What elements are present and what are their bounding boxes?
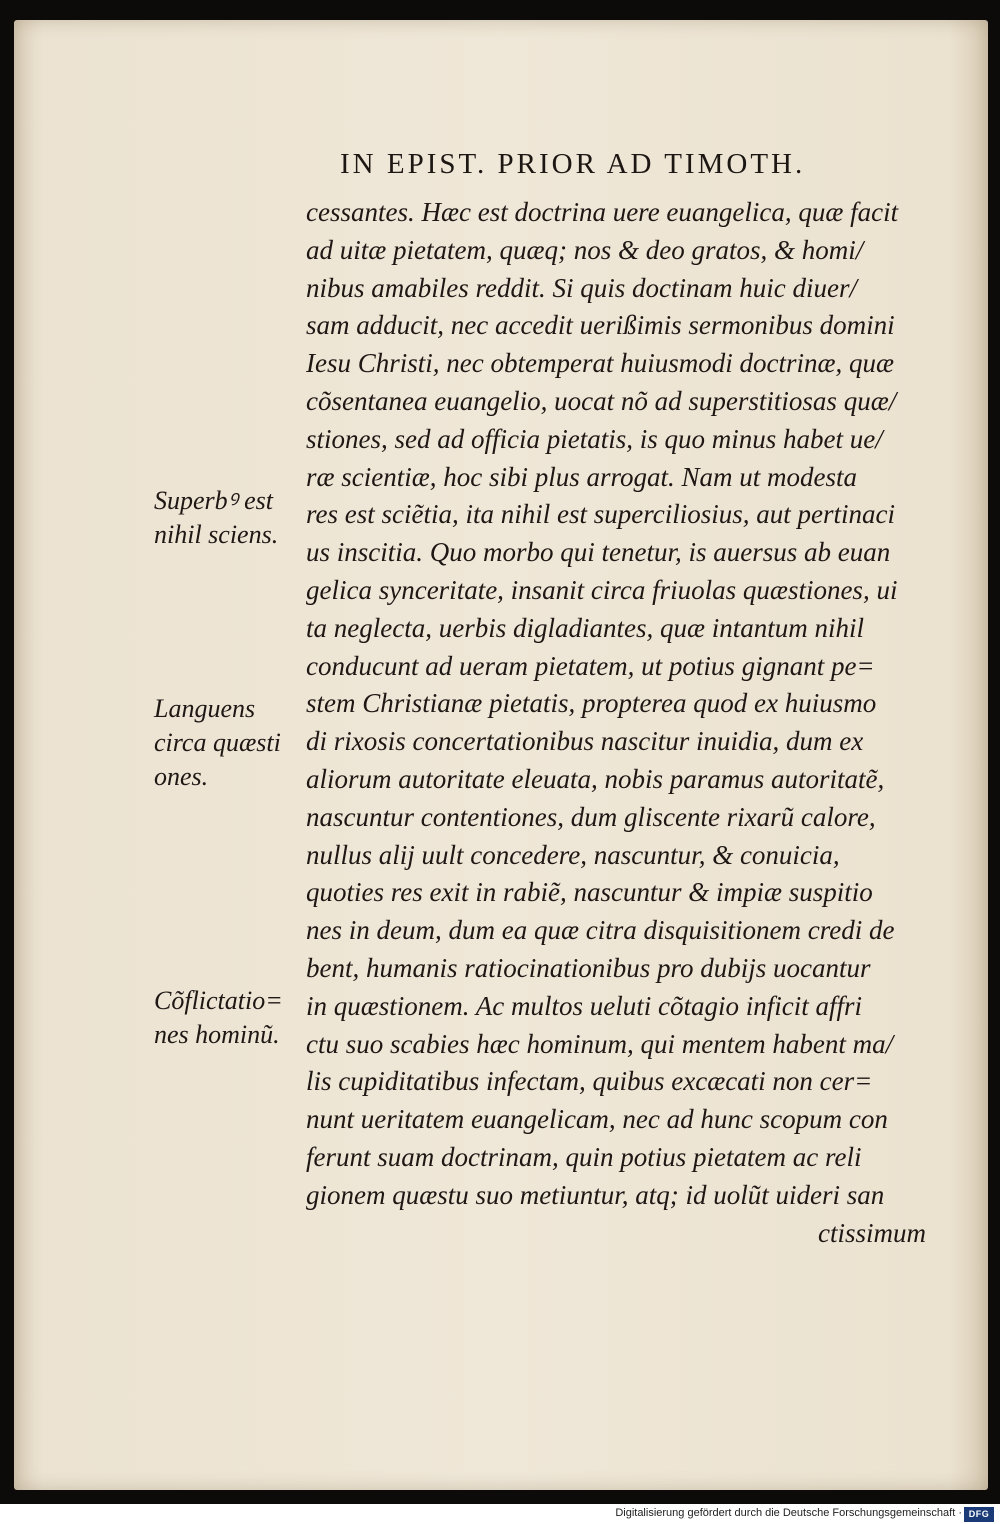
text-line: nascuntur contentiones, dum gliscente rixarũ calore, [306,801,876,832]
text-line: sam adducit, nec accedit uerißimis sermonibus domini [306,310,895,341]
text-line: us inscitia. Quo morbo qui tenetur, is auersus ab euan [306,537,891,568]
dfg-logo-icon: DFG [964,1507,994,1522]
text-line: lis cupiditatibus infectam, quibus excæcati non cer= [306,1066,873,1097]
text-line: in quæstionem. Ac multos ueluti cõtagio inficit affri [306,990,862,1021]
text-line: gionem quæstu suo metiuntur, atq; id uolũt uideri san [306,1179,885,1210]
margin-note-line: Languens [154,694,256,723]
text-line: nes in deum, dum ea quæ citra disquisitionem credi de [306,915,895,946]
text-line: bent, humanis ratiocinationibus pro dubijs uocantur [306,952,871,983]
text-line: ta neglecta, uerbis digladiantes, quæ intantum nihil [306,612,864,643]
footer-bar [0,1504,1000,1524]
catchword-line: ctissimum [818,1217,926,1248]
margin-note-line: Cõflictatio= [154,986,283,1015]
text-line: ctu suo scabies hæc hominum, qui mentem habent ma/ [306,1028,894,1059]
text-line: stem Christianæ pietatis, propterea quod ex huiusmo [306,688,877,719]
margin-note-line: ones. [154,762,209,791]
margin-note-languens [154,692,304,794]
margin-note-line: circa quæsti [154,728,281,757]
text-line: nibus amabiles reddit. Si quis doctinam huic diuer/ [306,272,857,303]
text-line: nullus alij uult concedere, nascuntur, & conuicia, [306,839,840,870]
text-line: conducunt ad ueram pietatem, ut potius gignant pe= [306,650,875,681]
text-line: res est sciẽtia, ita nihil est superciliosius, aut pertinaci [306,499,895,530]
text-line: ad uitæ pietatem, quæq; nos & deo gratos, & homi/ [306,234,864,265]
text-line: gelica synceritate, insanit circa friuolas quæstiones, ui [306,574,898,605]
running-head: IN EPIST. PRIOR AD TIMOTH. [340,148,806,180]
text-line: di rixosis concertationibus nascitur inuidia, dum ex [306,726,864,757]
text-line: nunt ueritatem euangelicam, nec ad hunc scopum con [306,1104,888,1135]
text-line: quoties res exit in rabiẽ, nascuntur & impiæ suspitio [306,877,873,908]
text-line: ferunt suam doctrinam, quin potius pietatem ac reli [306,1141,862,1172]
text-line: ræ scientiæ, hoc sibi plus arrogat. Nam ut modesta [306,461,858,492]
text-line: Iesu Christi, nec obtemperat huiusmodi doctrinæ, quæ [306,348,894,379]
text-line: cessantes. Hæc est doctrina uere euangelica, quæ facit [306,197,899,227]
margin-note-conflictationes [154,984,304,1052]
body-text [306,194,934,1252]
text-line: aliorum autoritate eleuata, nobis paramus autoritatẽ, [306,763,885,794]
text-line: stiones, sed ad officia pietatis, is quo minus habet ue/ [306,423,883,454]
margin-note-line: nihil sciens. [154,520,279,549]
margin-note-superbus [154,484,304,552]
margin-note-line: nes hominũ. [154,1020,280,1049]
text-line: cõsentanea euangelio, uocat nõ ad superstitiosas quæ/ [306,385,897,416]
funding-credit: Digitalisierung gefördert durch die Deutsche Forschungsgemeinschaft · [615,1507,962,1519]
margin-note-line: Superbꝰ est [154,486,273,515]
